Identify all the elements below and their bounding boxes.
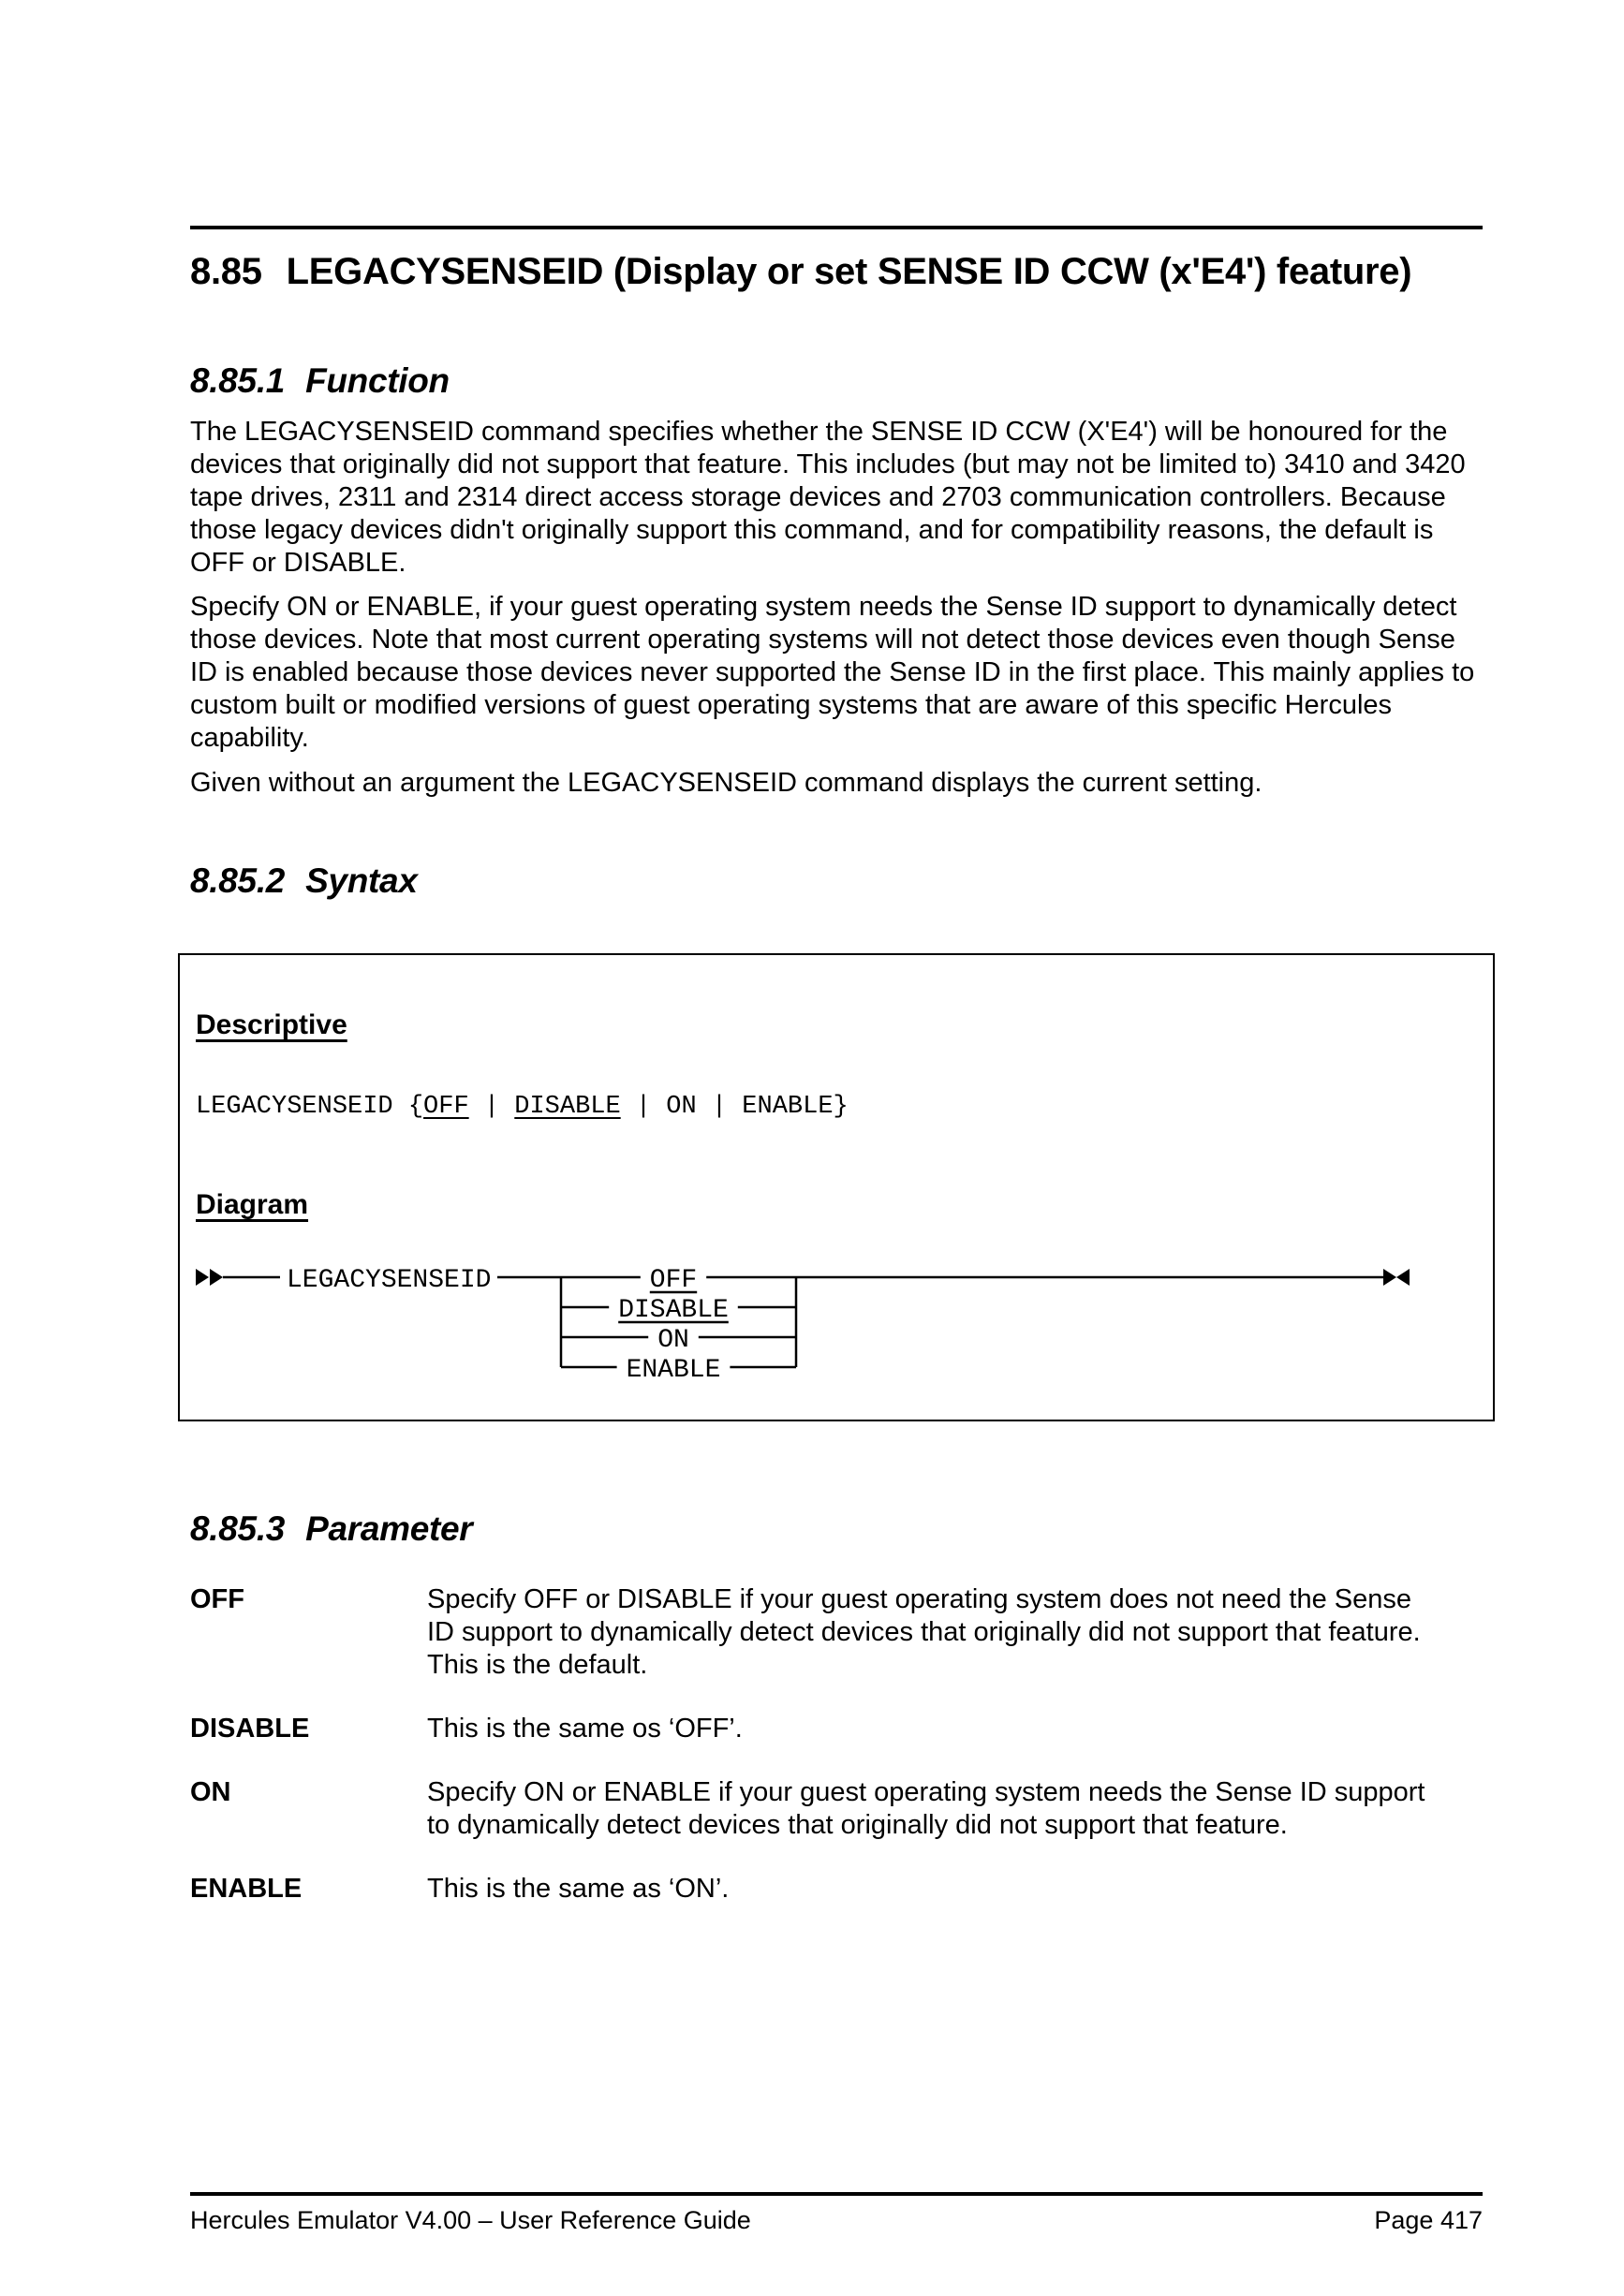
param-row-enable	[190, 1873, 1483, 1906]
heading-parameter	[190, 1509, 1483, 1550]
heading-syntax-text: Syntax	[305, 861, 418, 900]
parameter-table	[190, 1583, 1483, 1906]
page-content	[190, 0, 1483, 1936]
param-name: ENABLE	[190, 1874, 303, 1904]
param-row-on	[190, 1776, 1483, 1842]
syntax-code-segment: DISABLE	[514, 1093, 621, 1121]
param-description: Specify ON or ENABLE if your guest operating system needs the Sense ID support to dynamically detect devices that originally did not support that feature.	[427, 1777, 1425, 1840]
diagram-option-label: DISABLE	[618, 1296, 729, 1325]
section-parameter	[190, 1509, 1483, 1906]
syntax-code-segment: LEGACYSENSEID {	[196, 1093, 424, 1121]
heading-function-text: Function	[305, 361, 450, 400]
railroad-diagram	[196, 1260, 1451, 1388]
chapter-title-text: LEGACYSENSEID (Display or set SENSE ID CCW (x'E4') feature)	[286, 251, 1412, 292]
diagram-start-arrow	[210, 1269, 223, 1286]
syntax-code-segment: OFF	[423, 1093, 469, 1121]
param-name: OFF	[190, 1584, 244, 1614]
footer-page-number: Page 417	[1374, 2206, 1483, 2234]
diagram-end-arrow	[1396, 1269, 1410, 1286]
syntax-box	[178, 953, 1495, 1421]
param-row-disable	[190, 1713, 1483, 1745]
chapter-number: 8.85	[190, 251, 262, 292]
footer-document-title: Hercules Emulator V4.00 – User Reference Guide	[190, 2206, 751, 2234]
heading-function-number: 8.85.1	[190, 361, 286, 400]
function-paragraph-3: Given without an argument the LEGACYSENSEID command displays the current setting.	[190, 768, 1262, 798]
function-paragraph-2: Specify ON or ENABLE, if your guest operating system needs the Sense ID support to dynamically detect those devices. Note that most current operating systems will not detect those devices even though Sense ID is enabled because those devices never supported the Sense ID in the first place. This mainly applies to custom built or modified versions of guest operating systems that are aware of this specific Hercules capability.	[190, 592, 1475, 753]
diagram-start-arrow	[196, 1269, 209, 1286]
heading-parameter-number: 8.85.3	[190, 1509, 286, 1548]
chapter-title-rule	[190, 226, 1483, 229]
param-description: Specify OFF or DISABLE if your guest operating system does not need the Sense ID support to dynamically detect devices that originally did not support that feature. This is the default.	[427, 1584, 1421, 1680]
descriptive-label: Descriptive	[196, 1009, 347, 1040]
diagram-keyword: LEGACYSENSEID	[287, 1266, 492, 1295]
param-description: This is the same os ‘OFF’.	[427, 1714, 743, 1744]
page-footer	[190, 2192, 1483, 2235]
param-name: ON	[190, 1777, 231, 1807]
diagram-end-arrow	[1383, 1269, 1396, 1286]
syntax-code-segment: | ON | ENABLE}	[620, 1093, 849, 1121]
diagram-option-label: ON	[657, 1326, 689, 1355]
heading-syntax	[190, 861, 1483, 902]
function-paragraph-1: The LEGACYSENSEID command specifies whether the SENSE ID CCW (X'E4') will be honoured for the devices that originally did not support that feature. This includes (but may not be limited to) 3410 and 3420 tape drives, 2311 and 2314 direct access storage devices and 2703 communication controllers. Because those legacy devices didn't originally support this command, and for compatibility reasons, the default is OFF or DISABLE.	[190, 417, 1466, 578]
diagram-option-label: OFF	[649, 1266, 698, 1295]
diagram-label: Diagram	[196, 1189, 309, 1220]
heading-function	[190, 361, 1483, 402]
param-row-off	[190, 1583, 1483, 1682]
section-syntax	[190, 861, 1483, 1421]
syntax-code-line	[196, 1091, 1477, 1123]
section-function	[190, 361, 1483, 800]
heading-parameter-text: Parameter	[305, 1509, 473, 1548]
syntax-code-segment: |	[468, 1093, 515, 1121]
heading-syntax-number: 8.85.2	[190, 861, 286, 900]
param-description: This is the same as ‘ON’.	[427, 1874, 730, 1904]
param-name: DISABLE	[190, 1714, 310, 1744]
diagram-option-label: ENABLE	[626, 1356, 721, 1385]
page-title	[190, 249, 1483, 294]
